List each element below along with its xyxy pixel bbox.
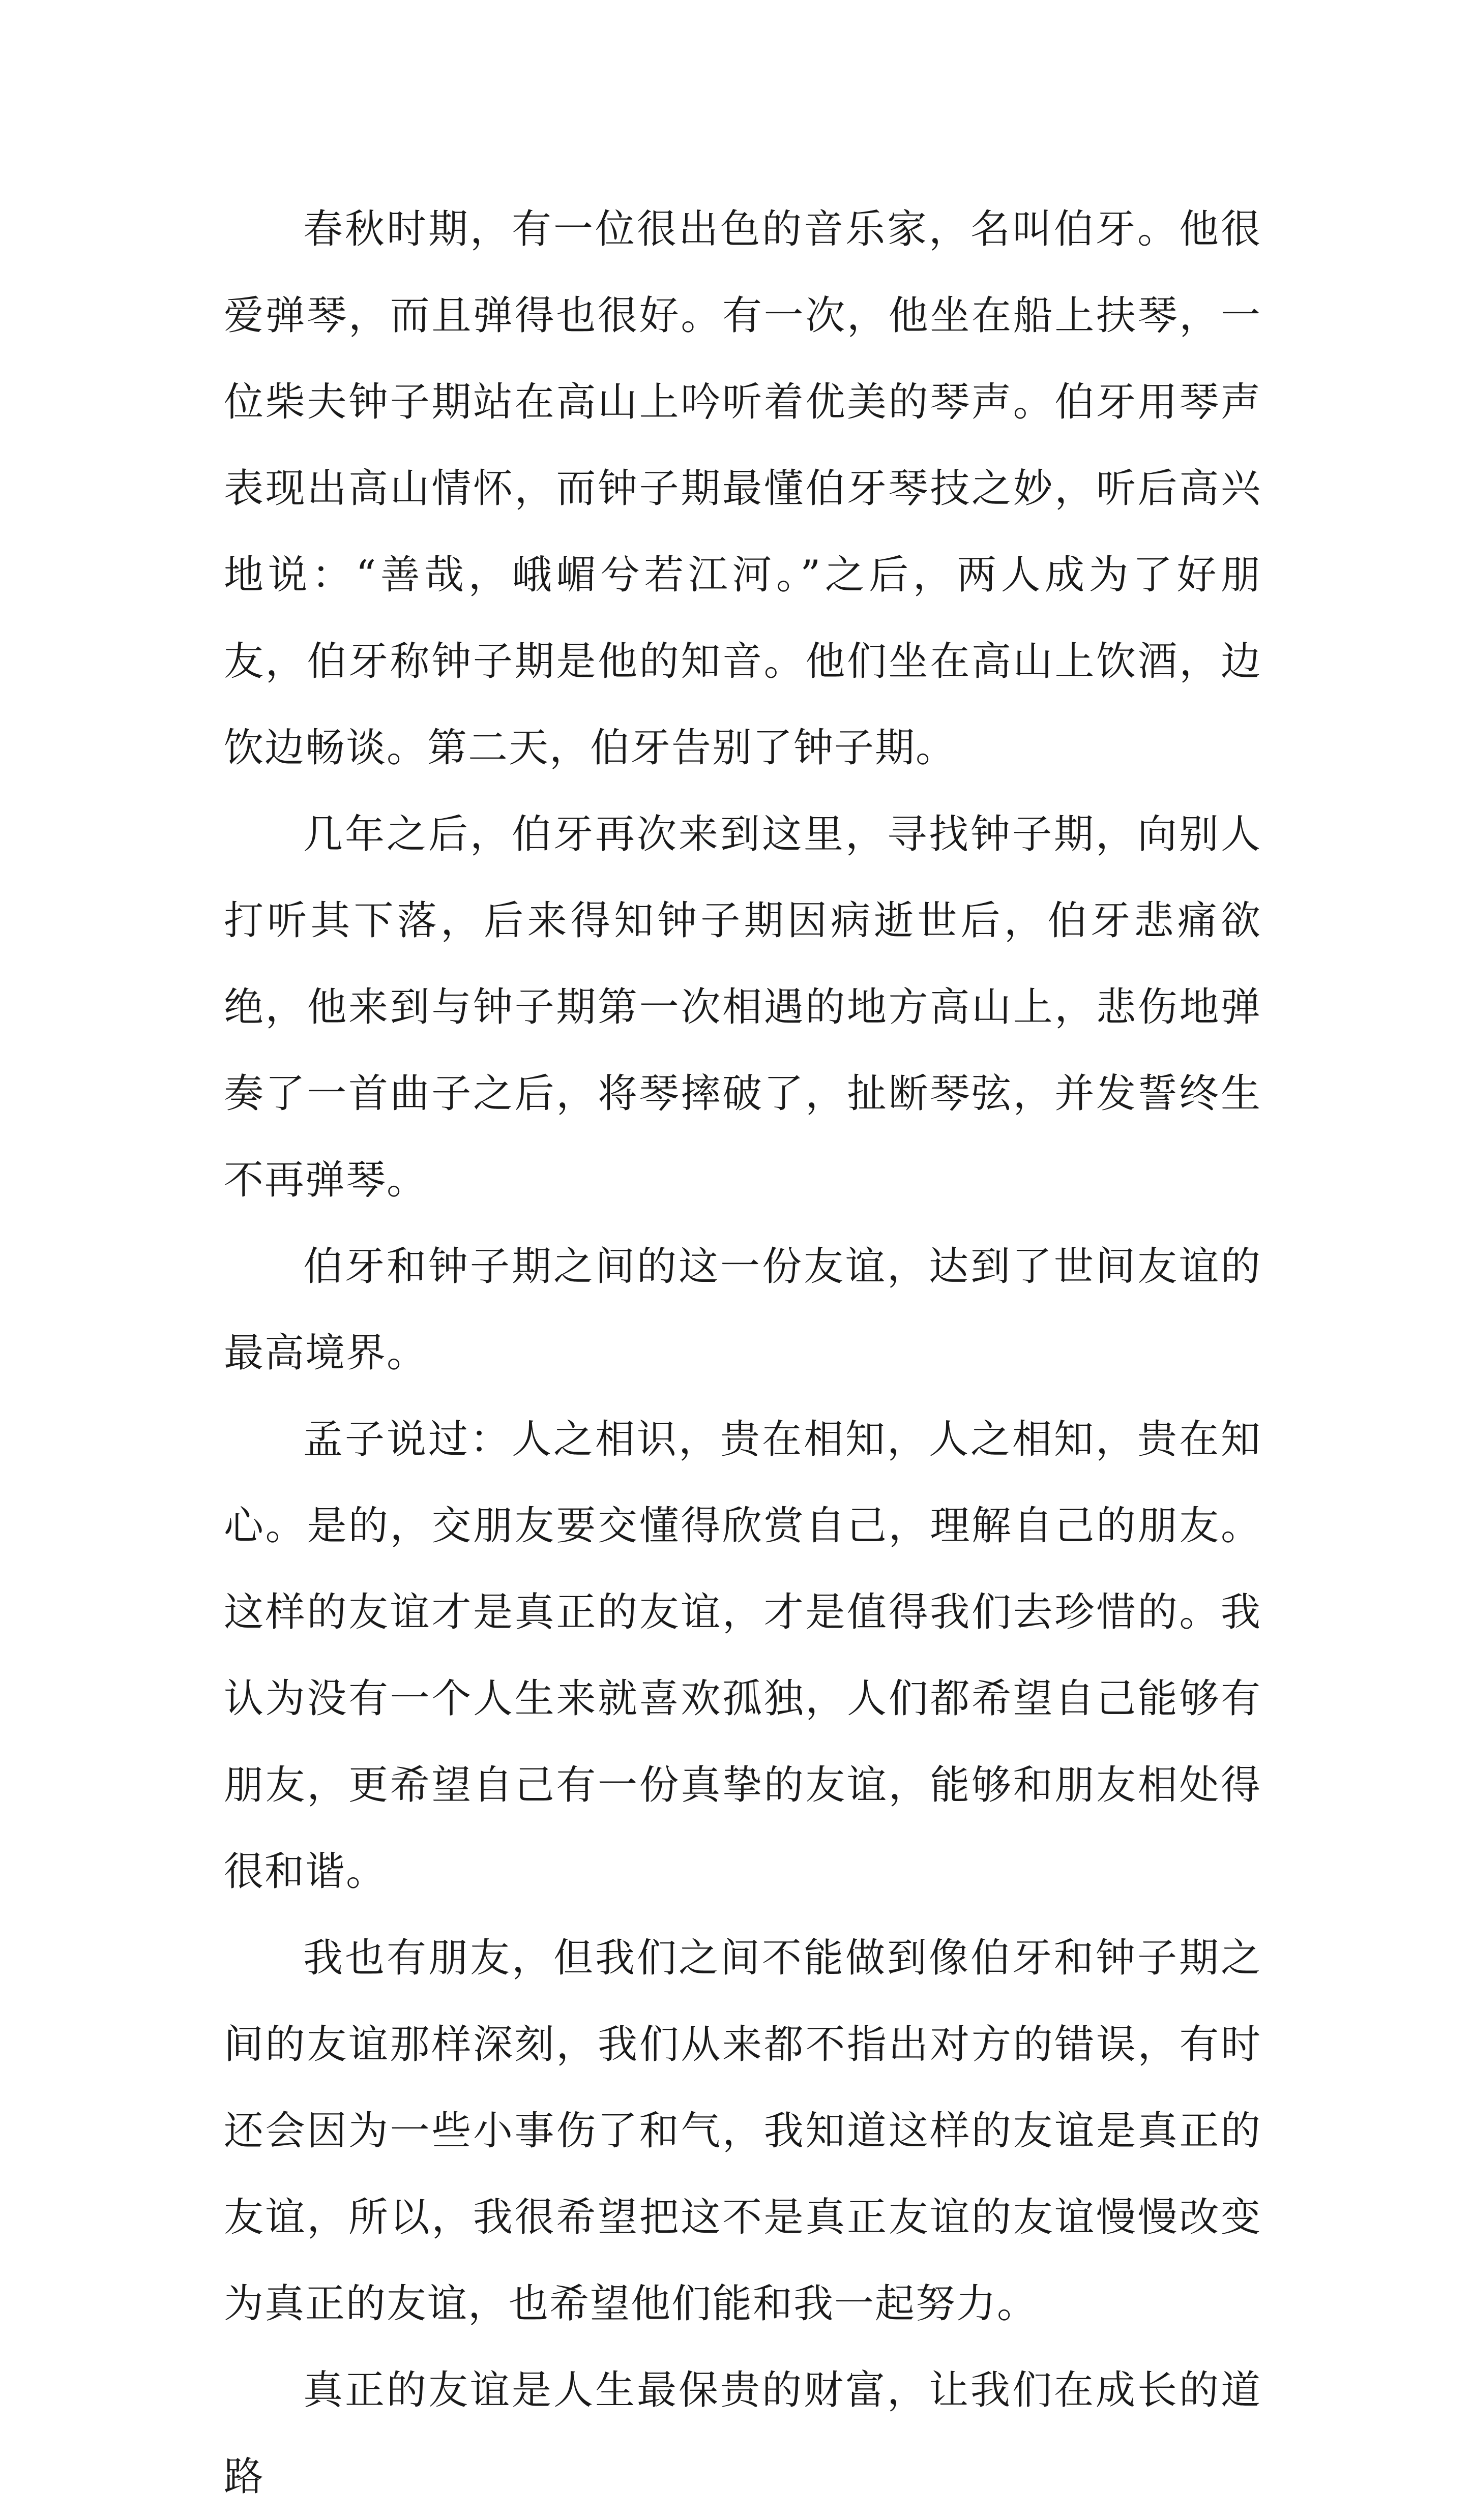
paragraph-6: 真正的友谊是人生最保贵的财富，让我们在成长的道路	[224, 2367, 1261, 2500]
paragraph-2: 几年之后，伯牙再次来到这里，寻找钟子期，向别人打听其下落，后来得知钟子期因病逝世后，伯牙悲痛欲绝，他来到与钟子期第一次相遇的地方高山上，悲伤地弹奏了一首曲子之后，将琴摔破了，扯断琴弦，并发誓终生不再弹琴。	[224, 812, 1261, 1203]
paragraph-1: 春秋时期，有一位很出色的音乐家，名叫伯牙。他很爱弹琴，而且弹得也很好。有一次，他坐在船上扶琴，一位柴夫钟子期站在高山上吟听着优美的琴声。伯牙用琴声表现出高山情怀，而钟子期最懂伯牙琴技之妙，听后高兴地说：“善哉，峨嵋兮若江河。”之后，两人成为了好朋友，伯牙称钟子期是他的知音。他们坐在高山上饮酒，边饮边畅谈。第二天，伯牙告别了钟子期。	[224, 206, 1261, 771]
body-text	[224, 186, 1261, 2520]
paragraph-4: 孟子说过：人之相识，贵在相知，人之相知，贵在知心。是的，交朋友要交懂得欣赏自己，理解自己的朋友。这样的友谊才是真正的友谊，才是值得我们去珍惜的。我认为没有一个人生来就喜欢孤独，人们都希望自己能够有朋友，更希望自己有一份真挚的友谊，能够和朋友相处得很和谐。	[224, 1417, 1261, 1895]
paragraph-3: 伯牙和钟子期之间的这一份友谊，达到了世间友谊的最高境界。	[224, 1244, 1261, 1376]
paragraph-5: 我也有朋友，但我们之间不能做到像伯牙和钟子期之间的友谊那样深刻，我们从来都不指出对方的错误，有时还会因为一些小事伤了和气，我知道这样的友谊是真正的友谊，所以，我很希望把这不是真正友谊的友谊慢慢改变为真正的友谊，也希望他们能和我一起努力。	[224, 1935, 1261, 2327]
